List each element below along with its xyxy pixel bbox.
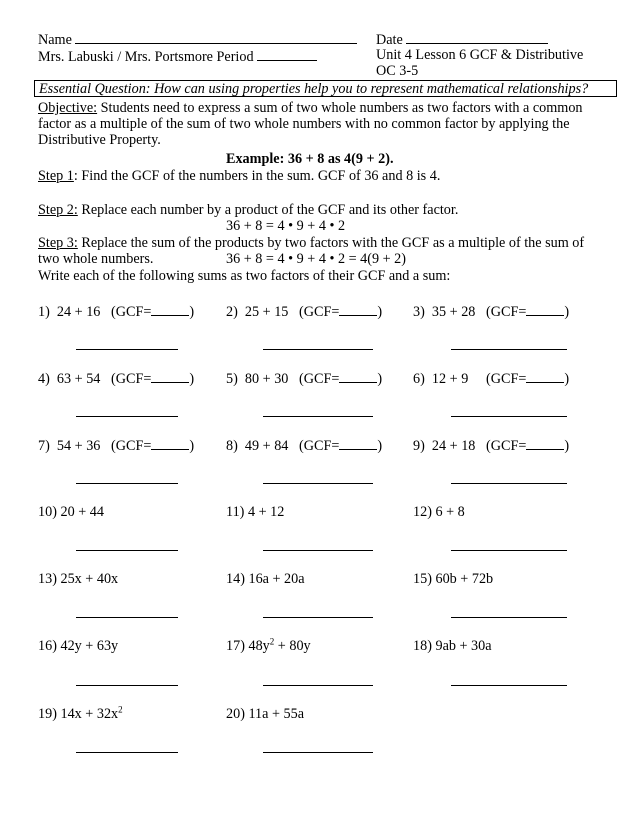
gcf-blank-3[interactable] xyxy=(526,302,564,316)
answer-line-2[interactable] xyxy=(263,349,373,350)
example-title: Example: 36 + 8 as 4(9 + 2). xyxy=(226,151,394,167)
teachers-period: Mrs. Labuski / Mrs. Portsmore Period xyxy=(38,47,317,65)
problem-5: 5) 80 + 30 (GCF= ) xyxy=(226,371,383,387)
date-field[interactable] xyxy=(406,30,548,44)
period-field[interactable] xyxy=(257,47,317,61)
objective-label: Objective: xyxy=(38,100,98,116)
problem-14: 14) 16a + 20a xyxy=(226,571,305,587)
step-3 xyxy=(38,235,584,251)
gcf-blank-7[interactable] xyxy=(151,436,189,450)
problem-19: 19) $14x + 32x^2$ xyxy=(38,704,123,722)
answer-line-12[interactable] xyxy=(451,550,567,551)
gcf-blank-8[interactable] xyxy=(339,436,377,450)
step-2-text: Replace each number by a product of the GCF and its other factor. xyxy=(77,202,459,218)
problem-18: 18) 9ab + 30a xyxy=(413,638,492,654)
date-label: Date xyxy=(376,30,548,48)
answer-line-1[interactable] xyxy=(76,349,178,350)
answer-line-16[interactable] xyxy=(76,685,178,686)
step-2-equation: 36 + 8 = 4 • 9 + 4 • 2 xyxy=(226,218,346,234)
problem-9: 9) 24 + 18 (GCF= ) xyxy=(413,438,570,454)
step-2-label: Step 2: xyxy=(38,202,78,218)
answer-line-17[interactable] xyxy=(263,685,373,686)
answer-line-3[interactable] xyxy=(451,349,567,350)
answer-line-19[interactable] xyxy=(76,752,178,753)
answer-line-15[interactable] xyxy=(451,617,567,618)
step-1 xyxy=(38,168,440,184)
instructions: Write each of the following sums as two factors of their GCF and a sum: xyxy=(38,268,451,284)
gcf-blank-1[interactable] xyxy=(151,302,189,316)
step-1-text: : Find the GCF of the numbers in the sum. GCF of 36 and 8 is 4. xyxy=(73,168,441,184)
problem-12: 12) 6 + 8 xyxy=(413,504,465,520)
problem-1: 1) 24 + 16 (GCF= ) xyxy=(38,304,195,320)
problem-2: 2) 25 + 15 (GCF= ) xyxy=(226,304,383,320)
objective xyxy=(38,100,608,148)
gcf-blank-2[interactable] xyxy=(339,302,377,316)
problem-20: 20) 11a + 55a xyxy=(226,706,305,722)
essential-question-box xyxy=(34,80,617,97)
problem-11: 11) 4 + 12 xyxy=(226,504,285,520)
problem-16: 16) 42y + 63y xyxy=(38,638,119,654)
problem-15: 15) 60b + 72b xyxy=(413,571,494,587)
answer-line-4[interactable] xyxy=(76,416,178,417)
problem-7: 7) 54 + 36 (GCF= ) xyxy=(38,438,195,454)
problem-4: 4) 63 + 54 (GCF= ) xyxy=(38,371,195,387)
step-3-line2: two whole numbers. xyxy=(38,251,154,267)
unit-title: Unit 4 Lesson 6 GCF & Distributive xyxy=(376,47,584,63)
objective-text: Students need to express a sum of two whole numbers as two factors with a common factor as a multiple of the sum of two whole numbers with no common factor by applying the Distributive Property. xyxy=(38,100,583,148)
gcf-blank-6[interactable] xyxy=(526,369,564,383)
gcf-blank-5[interactable] xyxy=(339,369,377,383)
problem-6: 6) 12 + 9 (GCF= ) xyxy=(413,371,570,387)
step-1-label: Step 1 xyxy=(38,168,74,184)
problem-13: 13) 25x + 40x xyxy=(38,571,119,587)
gcf-blank-4[interactable] xyxy=(151,369,189,383)
problem-17: 17) $48y^2 + 80y$ xyxy=(226,636,311,654)
problem-3: 3) 35 + 28 (GCF= ) xyxy=(413,304,570,320)
answer-line-5[interactable] xyxy=(263,416,373,417)
answer-line-8[interactable] xyxy=(263,483,373,484)
step-2 xyxy=(38,202,458,218)
essential-question: Essential Question: How can using properties help you to represent mathematical relationships? xyxy=(39,81,589,97)
answer-line-11[interactable] xyxy=(263,550,373,551)
name-label: Name xyxy=(38,30,357,48)
answer-line-9[interactable] xyxy=(451,483,567,484)
gcf-blank-9[interactable] xyxy=(526,436,564,450)
oc-code: OC 3-5 xyxy=(376,63,419,79)
step-3-text: Replace the sum of the products by two factors with the GCF as a multiple of the sum of xyxy=(77,235,585,251)
answer-line-7[interactable] xyxy=(76,483,178,484)
answer-line-20[interactable] xyxy=(263,752,373,753)
problem-8: 8) 49 + 84 (GCF= ) xyxy=(226,438,383,454)
answer-line-13[interactable] xyxy=(76,617,178,618)
step-3-equation: 36 + 8 = 4 • 9 + 4 • 2 = 4(9 + 2) xyxy=(226,251,406,267)
answer-line-10[interactable] xyxy=(76,550,178,551)
answer-line-18[interactable] xyxy=(451,685,567,686)
answer-line-14[interactable] xyxy=(263,617,373,618)
answer-line-6[interactable] xyxy=(451,416,567,417)
step-3-label: Step 3: xyxy=(38,235,78,251)
problem-10: 10) 20 + 44 xyxy=(38,504,104,520)
name-field[interactable] xyxy=(75,30,357,44)
